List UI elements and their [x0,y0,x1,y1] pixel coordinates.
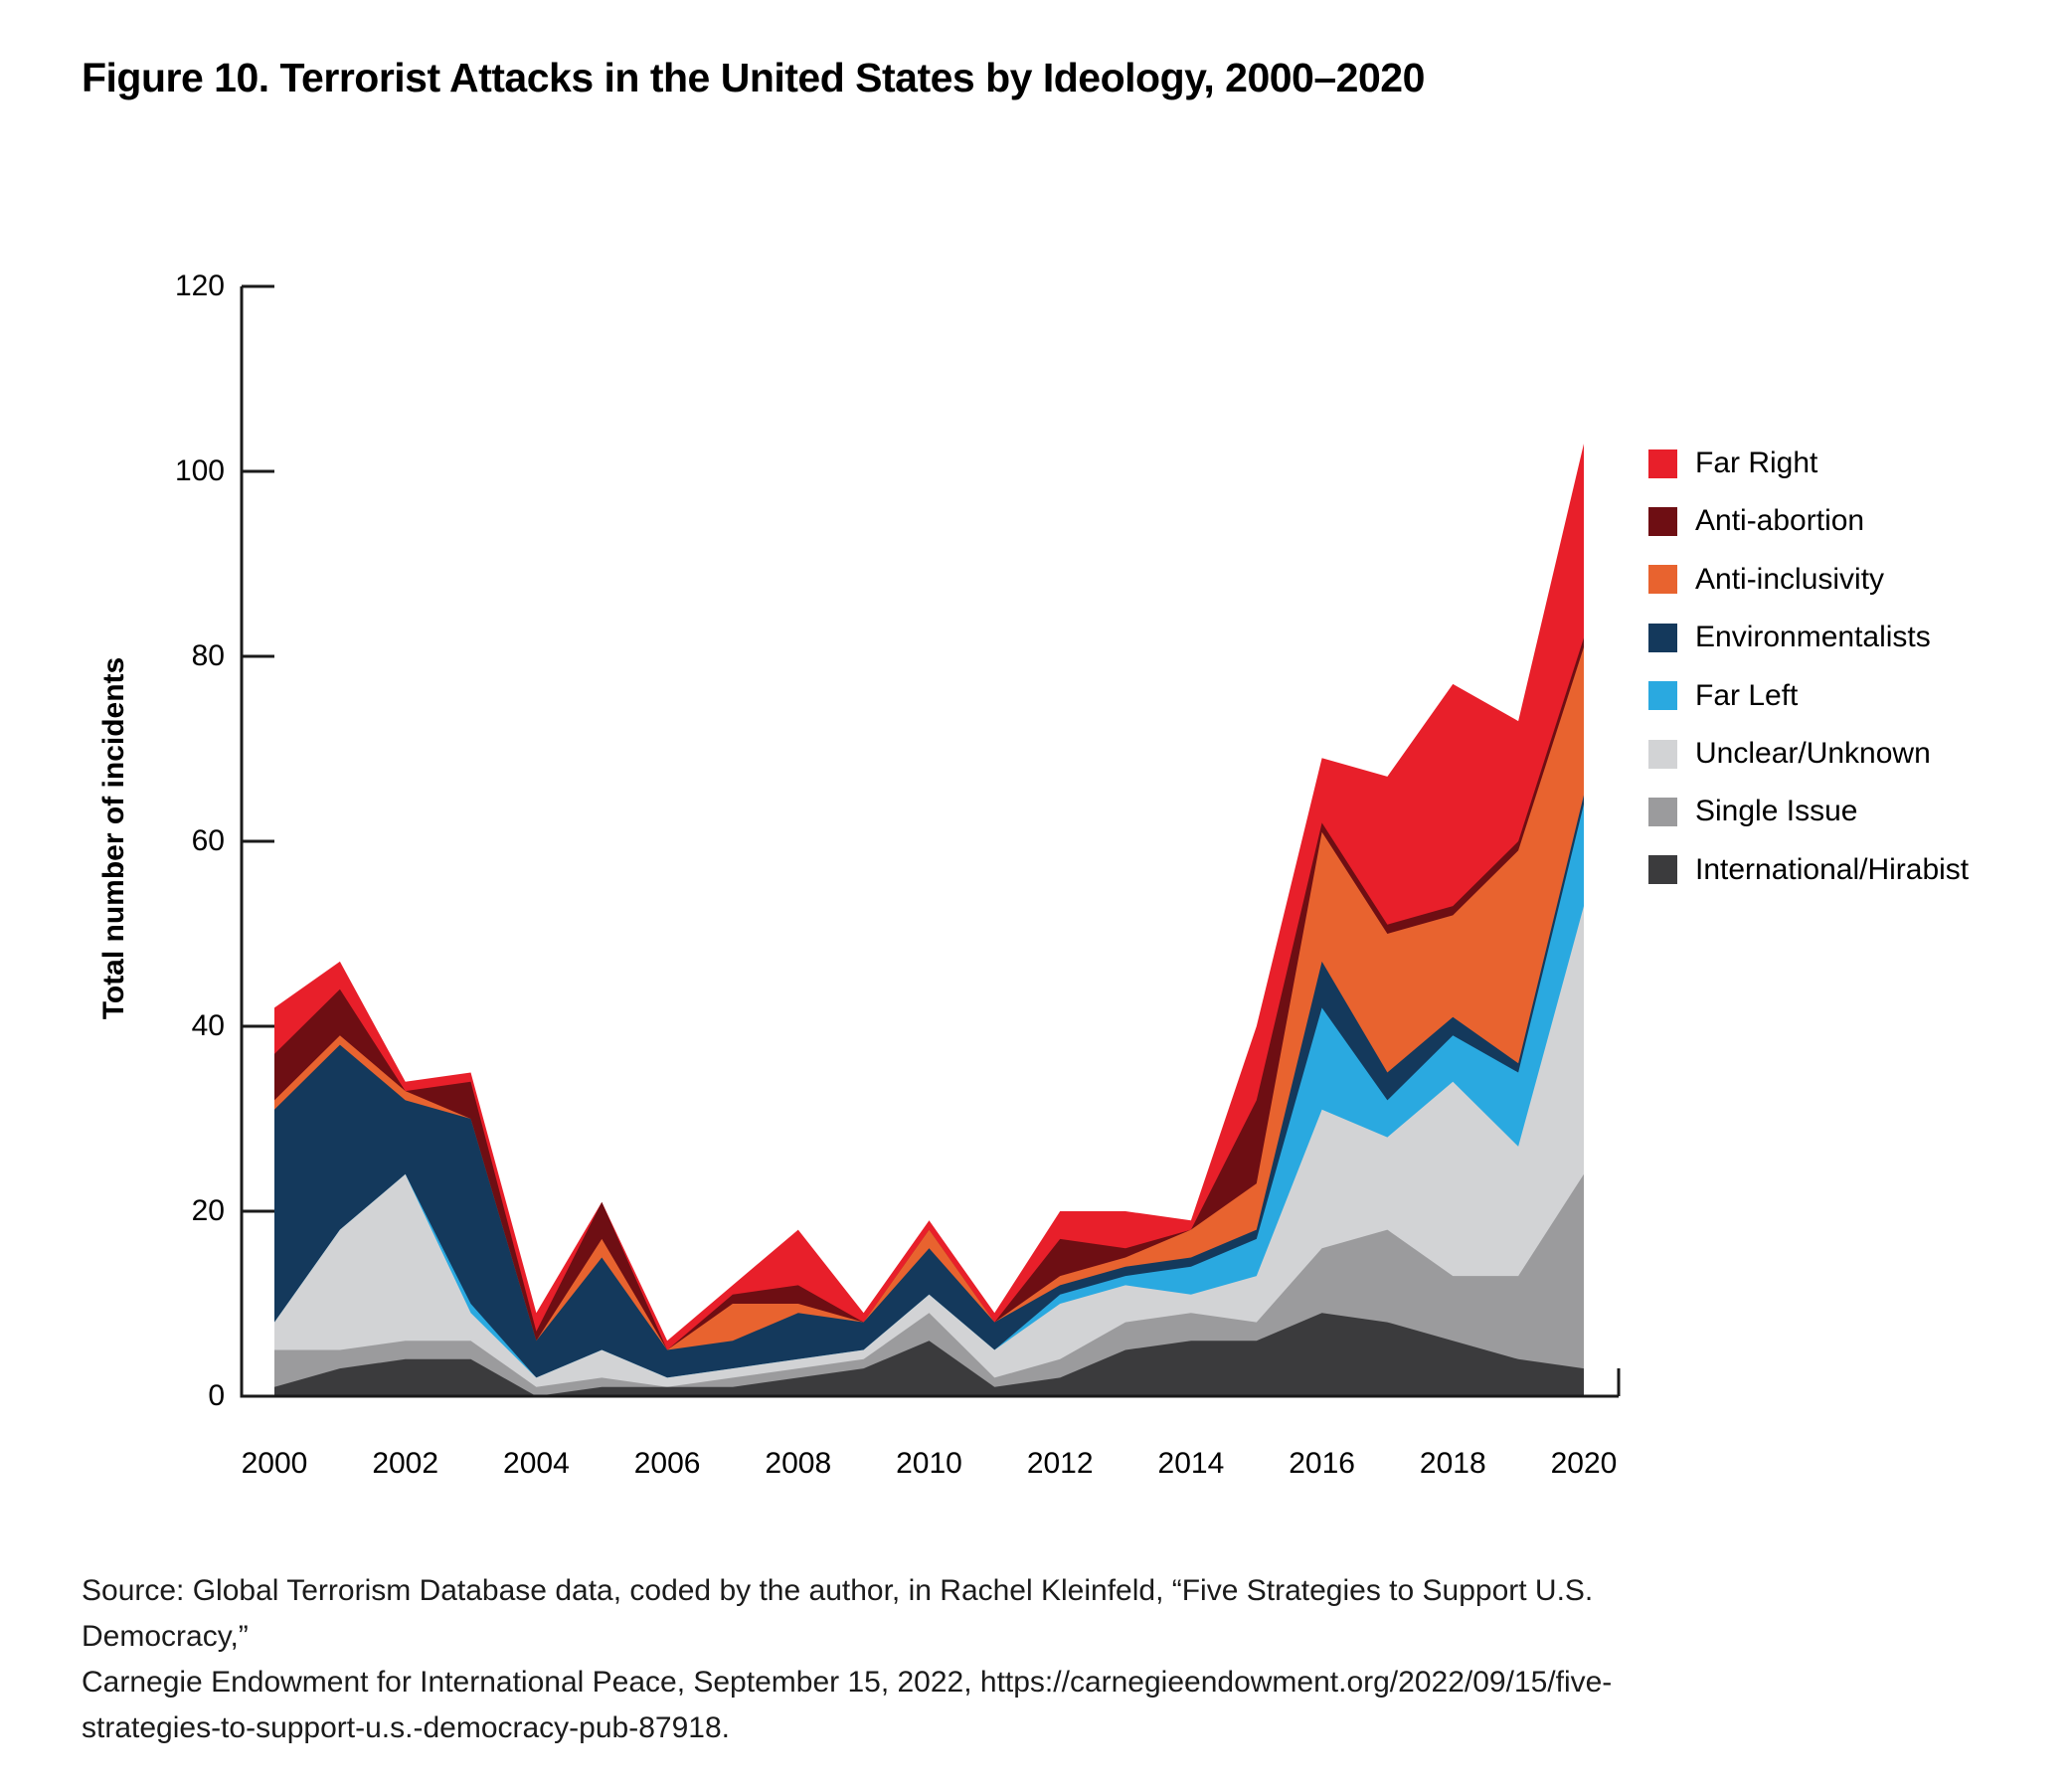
legend-label: Single Issue [1695,795,1858,828]
y-tick-label: 80 [191,639,225,672]
y-tick-label: 40 [191,1009,225,1042]
y-tick-label: 20 [191,1194,225,1227]
source-line: Source: Global Terrorism Database data, coded by the author, in Rachel Kleinfeld, “Five Strategies to Support U.S. Democracy,” [82,1574,1594,1653]
source-line: Carnegie Endowment for International Peace, September 15, 2022, https://carnegieendowment.org/2022/09/15/five- [82,1666,1613,1699]
chart-area-bands [274,444,1584,1396]
source-line: strategies-to-support-u.s.-democracy-pub-87918. [82,1711,730,1744]
legend-swatch-icon [1648,507,1677,536]
legend-item [1648,852,1970,886]
legend-swatch-icon [1648,855,1677,884]
legend-label: International/Hirabist [1695,852,1970,886]
legend-item [1648,737,1931,770]
legend-item [1648,678,1799,712]
x-tick-label: 2012 [1026,1447,1094,1480]
legend-swatch-icon [1648,565,1677,594]
legend-swatch-icon [1648,740,1677,769]
legend-item [1648,504,1865,538]
legend-item [1648,621,1931,654]
legend-label: Far Left [1695,678,1799,712]
source-text [82,1568,1633,1751]
legend-label: Anti-abortion [1695,504,1865,538]
legend-label: Environmentalists [1695,621,1931,654]
y-tick-label: 120 [174,269,225,302]
legend-item [1648,795,1858,828]
x-tick-label: 2010 [896,1447,962,1480]
legend-swatch-icon [1648,798,1677,826]
x-tick-label: 2018 [1419,1447,1486,1480]
legend-swatch-icon [1648,624,1677,652]
legend-item [1648,562,1885,596]
x-tick-label: 2014 [1157,1447,1225,1480]
x-tick-label: 2004 [503,1447,570,1480]
x-tick-label: 2008 [765,1447,832,1480]
x-tick-label: 2006 [633,1447,701,1480]
legend-label: Anti-inclusivity [1695,562,1885,596]
y-tick-label: 100 [174,454,225,487]
y-tick-label: 0 [208,1379,225,1412]
x-tick-label: 2002 [372,1447,439,1480]
x-tick-label: 2000 [241,1447,308,1480]
legend-swatch-icon [1648,449,1677,478]
page-title: Figure 10. Terrorist Attacks in the United States by Ideology, 2000–2020 [82,55,1425,100]
legend-label: Unclear/Unknown [1695,737,1931,770]
legend-item [1648,447,1818,479]
y-tick-label: 60 [191,824,225,857]
legend-label: Far Right [1695,447,1818,479]
x-tick-label: 2016 [1289,1447,1355,1480]
y-axis-label: Total number of incidents [97,656,130,1020]
legend-swatch-icon [1648,681,1677,710]
x-tick-label: 2020 [1550,1447,1618,1480]
